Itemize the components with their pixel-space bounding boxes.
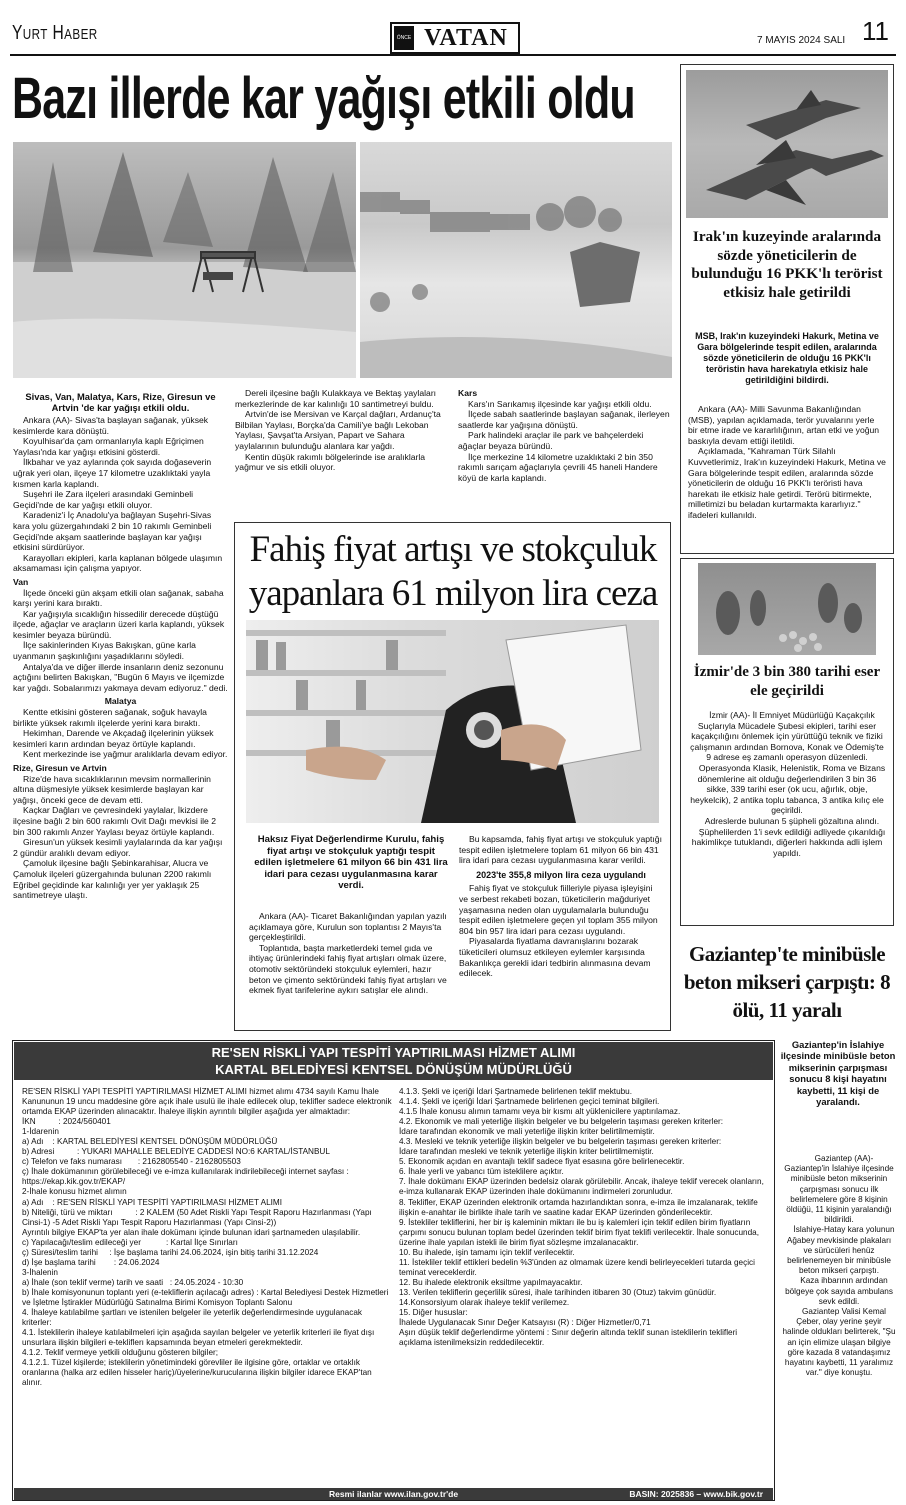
paragraph: Kentte etkisini gösteren sağanak, soğuk havayla birlikte yüksek rakımlı ilçelerde yerini kara bıraktı. — [13, 707, 207, 728]
ad-line: Ayrıntılı bilgiye EKAP'ta yer alan ihale dokümanı içinde bulunan idari şartnameden ulaşılabilir. — [22, 1227, 361, 1237]
price-story-column-2 — [459, 834, 663, 979]
ad-line: RE'SEN RİSKLİ YAPI TESPİTİ YAPTIRILMASI HİZMET ALIMI hizmet alımı 4734 sayılı Kamu İhale Kanununun 19 uncu maddesine göre açık ihale usulü ile ihale edilecek olup, teklifler sadece elektronik ortamda EKAP üzerinden alınacaktır. İhaleye ilişkin ayrıntılı bilgiler aşağıda yer almaktadır: — [22, 1087, 392, 1117]
paragraph: Hekimhan, Darende ve Akçadağ ilçelerinin yüksek kesimleri karın ardından beyaz örtüyle kaplandı. — [13, 728, 214, 749]
ad-line: b) İhale komisyonunun toplantı yeri (e-tekliflerin açılacağı adres) : Kartal Belediyesi Destek Hizmetleri ve İşletme İştirakler Müdürlüğü Satınalma Birimi Komisyon Toplantı Salonu — [22, 1287, 389, 1307]
iraq-story-lead: MSB, Irak'ın kuzeyindeki Hakurk, Metina ve Gara bölgelerinde tespit edilen, aralarında sözde yöneticilerin de olduğu 16 PKK'lı teröristin hava harekatıyla etkisiz hale getirildiğini bildirdi. — [695, 331, 879, 385]
ad-line: İdare tarafından ekonomik ve mali yeterliğe ilişkin kriter belirtilmemiştir. — [399, 1127, 655, 1137]
snow-photo-playground — [13, 142, 356, 378]
gaziantep-story-headline: Gaziantep'te minibüsle beton mikseri çarpıştı: 8 ölü, 11 yaralı — [683, 942, 891, 1022]
ad-line: 4.1.2.1. Tüzel kişilerde; isteklilerin yönetimindeki görevliler ile ilgisine göre, ortaklar ve ortaklık oranlarına (halka arz edilen hisseler hariç)/üyelerine/kurucularına ilişkin bilgiler idarece EKAP'tan alınır. — [22, 1358, 372, 1388]
ad-line: İdare tarafından mesleki ve teknik yeterliğe ilişkin kriter belirtilmemiştir. — [399, 1147, 654, 1157]
ad-line: 6. İhale yerli ve yabancı tüm isteklilere açıktır. — [399, 1167, 564, 1177]
paragraph: Kent merkezinde ise yağmur aralıklarla devam ediyor. — [23, 749, 228, 760]
snow-photo-village — [360, 142, 672, 378]
ad-line: b) Adresi : YUKARI MAHALLE BELEDİYE CADDESİ NO:6 KARTAL/İSTANBUL — [22, 1147, 330, 1157]
paragraph: Kaza ihbarının ardından bölgeye çok sayıda ambulans sevk edildi. — [785, 1276, 893, 1306]
izmir-story-headline: İzmir'de 3 bin 380 tarihi eser ele geçirildi — [693, 664, 881, 699]
tender-ad-header — [14, 1042, 773, 1080]
paragraph: Karayolları ekipleri, karla kaplanan bölgede ulaşımın aksamaması için çalışma yapıyor. — [13, 552, 223, 574]
paragraph: Ankara (AA)- Milli Savunma Bakanlığından (MSB), yapılan açıklamada, terör yuvalarını yerle bir etme irade ve kararlılığının, artan etki ve yoğun baskıyla devam ettiği iletildi. — [688, 404, 880, 446]
subheading-van: Van — [13, 576, 29, 587]
paragraph: Dereli ilçesine bağlı Kulakkaya ve Bektaş yaylaları merkezlerinde de kar kalınlığı 10 santimetreyi buldu. — [235, 388, 437, 409]
paragraph: Park halindeki araçlar ile park ve bahçelerdeki ağaçlar beyaza büründü. — [458, 430, 644, 451]
ad-line: 2-İhale konusu hizmet alımın — [22, 1187, 127, 1197]
subheading-rize: Rize, Giresun ve Artvin — [13, 763, 107, 773]
paragraph: Kars'ın Sarıkamış ilçesinde kar yağışı etkili oldu. — [468, 398, 652, 409]
price-story-subheading: 2023'te 355,8 milyon lira ceza uygulandı — [476, 869, 646, 880]
paragraph: Gaziantep Valisi Kemal Çeber, olay yerine şeyir halinde oldukları belirterek, "Şu an için elimize ulaşan bilgiye göre kazada 8 vatandaşımız hayatını kaybetti, 11 yaralımız var." diye konuştu. — [782, 1307, 896, 1378]
paragraph: İlkbahar ve yaz aylarında çok sayıda doğaseverin uğrak yeri olan, ilçeye 17 kilometre uzaklıktaki yayla kısmen karla kaplandı. — [13, 457, 212, 489]
page-number: 11 — [862, 16, 889, 46]
ad-line: 7. İhale dokümanı EKAP üzerinden bedelsiz olarak görülebilir. Ancak, ihaleye teklif verecek olanların, e-imza kullanarak EKAP üzerinden ihale dokümanını indirmeleri zorunludur. — [399, 1177, 764, 1197]
paragraph: Karadeniz'i İç Anadolu'ya bağlayan Suşehri-Sivas kara yolu güzergahındaki 2 bin 10 rakımlı Geminbeli Geçidi'nde akşam saatlerinde başlayan kar yağışı etkisini sürdürüyor. — [13, 510, 212, 553]
gaziantep-story-lead: Gaziantep'in İslahiye ilçesinde minibüsle beton mikserinin çarpışması sonucu 8 kişi hayatını kaybetti, 11 kişi de yaralandı. — [780, 1039, 896, 1108]
paragraph: Operasyonda Klasik, Helenistik, Roma ve Bizans dönemlerine ait olduğu değerlendirilen 3 bin 36 sikke, 339 tarihi eser (ok ucu, ağırlık, obje, heykelcik), 2 antika toplu tabanca, 3 antika kılıç ele geçirildi. — [690, 762, 886, 816]
ad-line: İKN : 2024/560401 — [22, 1117, 111, 1127]
main-headline: Bazı illerde kar yağışı etkili oldu — [12, 66, 635, 131]
tender-ad-column-1 — [22, 1087, 392, 1388]
ad-line: b) Niteliği, türü ve miktarı : 2 KALEM (50 Adet Riskli Yapı Tespit Raporu Hazırlanması (Yapı Cinsi-1) -5 Adet Riskli Yapı Tespit Raporu Hazırlanması (Yapı Cinsi-2)) — [22, 1207, 375, 1227]
price-story-column-1 — [249, 911, 451, 996]
iraq-story-body — [688, 404, 886, 521]
paragraph: Bu kapsamda, fahiş fiyat artışı ve stokçuluk yaptığı tespit edilen işletmelere toplam 61 milyon 66 bin 431 lira idari para cezası uygulanmasına karar verildi. — [459, 834, 662, 866]
paragraph: Fahiş fiyat ve stokçuluk fiilleriyle piyasa işleyişini ve serbest rekabeti bozan, tüketicilerin mağduriyet yaşamasına neden olan uygulamalarla bulunduğu tespit edilen işletmelere geçen yıl toplam 355 milyon 804 bin 957 lira idari para cezası uygulandı. — [459, 883, 658, 936]
ad-line: a) Adı : KARTAL BELEDİYESİ KENTSEL DÖNÜŞÜM MÜDÜRLÜĞÜ — [22, 1137, 278, 1147]
paragraph: Çamoluk ilçesine bağlı Şebinkarahisar, Alucra ve Çamoluk ilçeleri güzergahında bulunan 2200 rakımlı Eğribel geçidinde kar kalınlığı yer yer yaklaşık 25 santimetreye ulaştı. — [13, 858, 212, 901]
paragraph: Rize'de hava sıcaklıklarının mevsim normallerinin altına düşmesiyle yüksek kesimlerde başlayan kar yağışı, önceki gece de devam etti. — [13, 773, 211, 805]
ad-line: 4.1.3. Şekli ve içeriği İdari Şartnamede belirlenen teklif mektubu. — [399, 1087, 633, 1096]
paragraph: Adreslerde bulunan 5 şüpheli gözaltına alındı. — [704, 815, 880, 826]
inspection-photo — [246, 620, 659, 823]
paragraph: Kar yağışıyla sıcaklığın hissedilir derecede düştüğü ilçede, ağaçlar ve araçların üzeri karla kaplandı, yüksek kesimler beyaza büründü. — [13, 608, 225, 640]
ad-line: 13. Verilen tekliflerin geçerlilik süresi, ihale tarihinden itibaren 30 (Otuz) takvim günüdür. — [399, 1287, 717, 1297]
paragraph: Artvin'de ise Mersivan ve Karçal dağları, Ardanuç'ta Bilbilan Yaylası, Borçka'da Camili'ye bağlı Lekoban Yaylası, Şavşat'ta Arsiyan, Papart ve Sahara yaylalarının bulunduğu alanlara kar yağdı. — [235, 409, 441, 451]
paragraph: İlçede önceki gün akşam etkili olan sağanak, sabaha karşı yerini kara bıraktı. — [13, 587, 224, 609]
paragraph: Toplantıda, başta marketlerdeki temel gıda ve ihtiyaç ürünlerindeki fahiş fiyat artışları olmak üzere, otomotiv sektöründeki stokçuluk eylemleri, hazır beton ve çimento sektöründeki fahiş fiyat artışları ve ekmek fiyat tarifelerine aykırı satışlar ele alındı. — [249, 942, 447, 996]
paragraph: Piyasalarda fiyatlama davranışlarını bozarak tüketicileri olumsuz etkileyen eylemler karşısında Bakanlıkça gerekli idari tedbirin alınmasına devam edilecek. — [459, 936, 651, 979]
artifacts-photo — [698, 563, 876, 655]
ad-line: ç) İhale dokümanının görülebileceği ve e-imza kullanılarak indirilebileceği internet sayfası : https://ekap.kik.gov.tr/EKAP/ — [22, 1167, 349, 1187]
ad-line: c) Yapılacağı/teslim edileceği yer : Kartal İlçe Sınırları — [22, 1237, 238, 1247]
paragraph: Ankara (AA)- Ticaret Bakanlığından yapılan yazılı açıklamaya göre, Kurulun son toplantısı 2 Mayıs'ta gerçekleştirildi. — [249, 911, 447, 943]
izmir-story-body — [688, 710, 886, 858]
paragraph: Şüphelilerden 1'i sevk edildiği adliyede çıkarıldığı hakimlikçe tutuklandı, diğerleri hakkında adli işlem yapıldı. — [691, 826, 886, 858]
ad-line: c) Telefon ve faks numarası : 2162805540 - 2162805503 — [22, 1157, 241, 1167]
subheading-kars: Kars — [458, 388, 478, 398]
paragraph: Kaçkar Dağları ve çevresindeki yaylalar, İkizdere ilçesine bağlı 2 bin 600 rakımlı Ovit Dağı mevkisi ile 2 bin 300 rakımlı Anzer Yaylası beyaz örtüyle kaplandı. — [13, 805, 216, 837]
ad-footer-right[interactable]: BASIN: 2025836 – www.bik.gov.tr — [629, 1489, 763, 1499]
ad-line: İhalede Uygulanacak Sınır Değer Katsayısı (R) : Diğer Hizmetler/0,71 — [399, 1318, 651, 1328]
paragraph: İlçe merkezine 14 kilometre uzaklıktaki 2 bin 350 rakımlı sarıçam ağaçlarıyla çevrili 45 haneli Handere köyü de karla kaplandı. — [458, 451, 658, 483]
section-title-text: YURT HABER — [12, 22, 98, 44]
ad-line: 5. Ekonomik açıdan en avantajlı teklif sadece fiyat esasına göre belirlenecektir. — [399, 1157, 685, 1167]
ad-line: 4. İhaleye katılabilme şartları ve istenilen belgeler ile yeterlik değerlendirmesinde uygulanacak kriterler: — [22, 1308, 362, 1328]
ad-line: 4.2. Ekonomik ve mali yeterliğe ilişkin belgeler ve bu belgelerin taşıması gereken kriterler: — [399, 1117, 724, 1127]
ad-line: a) İhale (son teklif verme) tarih ve saati : 24.05.2024 - 10:30 — [22, 1277, 244, 1287]
ad-line: 11. İstekliler teklif ettikleri bedelin %3'ünden az olmamak üzere kendi belirleyecekleri tutarda geçici teminat vereceklerdir. — [399, 1257, 755, 1277]
ad-line: 4.1. İsteklilerin ihaleye katılabilmeleri için aşağıda sayılan belgeler ve yeterlik kriterleri ile fiyat dışı unsurlara ilişkin bilgileri e-tekliflerı kapsamında beyan etmeleri gerekmektedir. — [22, 1328, 375, 1348]
paragraph: İlçede sabah saatlerinde başlayan sağanak, ilerleyen saatlerde kar yağışına dönüştü. — [458, 409, 670, 430]
main-story-column-1 — [13, 415, 228, 901]
tender-ad-title-2: KARTAL BELEDİYESİ KENTSEL DÖNÜŞÜM MÜDÜRLÜĞÜ — [215, 1062, 572, 1077]
tender-ad-footer — [14, 1488, 773, 1500]
ad-line: 4.3. Mesleki ve teknik yeterliğe ilişkin belgeler ve bu belgelerin taşıması gereken kriterler: — [399, 1137, 722, 1147]
ad-footer-left[interactable]: Resmi ilanlar www.ilan.gov.tr'de — [329, 1489, 459, 1499]
ad-line: a) Adı : RE'SEN RİSKLİ YAPI TESPİTİ YAPTIRILMASI HİZMET ALIMI — [22, 1197, 283, 1207]
ad-line: 4.1.4. Şekli ve içeriği İdari Şartnamede belirlenen geçici teminat bilgileri. — [399, 1097, 660, 1107]
main-story-column-3 — [458, 388, 672, 483]
ad-line: 8. Teklifler, EKAP üzerinden elektronik ortamda hazırlandıktan sonra, e-imza ile imzalanarak, teklife ilişkin e-anahtar ile birlikte ihale tarih ve saatine kadar EKAP üzerinden gönderilecektir. — [399, 1197, 758, 1217]
paragraph: Gaziantep (AA)- Gaziantep'in İslahiye ilçesinde minibüsle beton mikserinin çarpışması sonucu ilk belirlemelere göre 8 kişinin öldüğü, 11 kişinin yaralandığı bildirildi. — [784, 1154, 894, 1225]
issue-date: 7 MAYIS 2024 SALI — [757, 35, 846, 46]
paragraph: İlçe sakinlerinden Kıyas Bakışkan, güne karla uyanmanın şaşkınlığını yaşadıklarını söyledi. — [13, 640, 196, 662]
ad-line: 14.Konsorsiyum olarak ihaleye teklif verilemez. — [399, 1297, 570, 1307]
main-story-column-2 — [235, 388, 450, 473]
tender-ad-column-2 — [399, 1087, 769, 1348]
paragraph: İzmir (AA)- İl Emniyet Müdürlüğü Kaçakçılık Suçlarıyla Mücadele Şubesi ekipleri, tarihi eser kaçakçılığını önlemek için yürüttüğü teknik ve fiziki çalışmanın ardından Bornova, Konak ve Ödemiş'te 9 adrese eş zamanlı operasyon düzenledi. — [690, 710, 884, 763]
ad-line: Aşırı düşük teklif değerlendirme yöntemi : Sınır değerin altında teklif sunan isteklilerin teklifleri açıklama istenilmeksizin reddedilecektir. — [399, 1328, 738, 1348]
paragraph: Kentin düşük rakımlı bölgelerinde ise aralıklarla yağmur ve sis etkili oluyor. — [235, 451, 426, 473]
ad-line: d) İşe başlama tarihi : 24.06.2024 — [22, 1257, 160, 1267]
header-rule — [10, 54, 896, 56]
ad-line: 10. Bu ihalede, işin tamamı için teklif verilecektir. — [399, 1247, 575, 1257]
paragraph: Ankara (AA)- Sivas'ta başlayan sağanak, yüksek kesimlerde kara dönüştü. — [13, 415, 209, 436]
ad-line: 1-İdarenin — [22, 1127, 59, 1137]
ad-line: 15. Diğer hususlar: — [399, 1308, 468, 1318]
ad-line: 3-İhalenin — [22, 1267, 58, 1277]
paragraph: Antalya'da ve diğer illerde insanların deniz sezonunu açtığını belirten Bakışkan, "Bugün 6 Mayıs ve ilçemizde kar yağdı. Sobalarımızı yakmaya devam ediyoruz." dedi. — [13, 661, 228, 693]
iraq-story-headline: Irak'ın kuzeyinde aralarında sözde yöneticilerin de bulunduğu 16 PKK'lı terörist etkisiz hale getirildi — [691, 228, 883, 301]
price-story-headline: Fahiş fiyat artışı ve stokçuluk yapanlara 61 milyon lira ceza — [248, 529, 658, 614]
section-title — [12, 22, 122, 45]
subheading-malatya: Malatya — [104, 696, 137, 707]
gaziantep-story-body — [782, 1154, 896, 1378]
paragraph: Koyulhisar'da çam ormanlarıyla kaplı Eğriçimen Yaylası'nda kar yağışı etkisini gösterdi. — [13, 436, 204, 457]
main-story-lead: Sivas, Van, Malatya, Kars, Rize, Giresun ve Artvin 'de kar yağışı etkili oldu. — [25, 391, 216, 413]
ad-line: 9. İstekliler tekliflerini, her bir iş kaleminin miktarı ile bu iş kalemleri için teklif edilen birim fiyatların çarpımı sonucu bulunan toplam bedel üzerinden teklif birim fiyat teklifi verilecektir. İhale sonucunda, üzerine ihale yapılan istekli ile birim fiyat sözleşme imzalanacaktır. — [399, 1217, 759, 1247]
paragraph: Giresun'un yüksek kesimli yaylalarında da kar yağışı 2 gündür aralıklı devam ediyor. — [13, 837, 223, 858]
logo-emblem-icon: ÖNCE — [394, 26, 414, 50]
tender-ad-title-1: RE'SEN RİSKLİ YAPI TESPİTİ YAPTIRILMASI HİZMET ALIMI — [211, 1045, 576, 1060]
fighter-jets-photo — [686, 70, 888, 218]
paragraph: İslahiye-Hatay kara yolunun Ağabey mevkisinde plakaları ve sürücüleri henüz belirlenemeyen bir minibüsle beton mikseri çarpıştı. — [786, 1225, 895, 1276]
ad-line: 12. Bu ihalede elektronik eksiltme yapılmayacaktır. — [399, 1277, 583, 1287]
paragraph: Suşehri ile Zara ilçeleri arasındaki Geminbeli Geçidi'nde de kar yağışı etkili oluyor. — [13, 489, 194, 510]
paragraph: Açıklamada, "Kahraman Türk Silahlı Kuvvetlerimiz, Irak'ın kuzeyindeki Hakurk, Metina ve Gara bölgelerinde tespit edilen, aralarında sözde yöneticilerin de olduğu 16 PKK'lı teröristi hava harekatı ile etkisiz hale getirdi. Terörü bitirmekte, milletimizi bu beladan kurtarmakta kararlıyız." ifadeleri kullanıldı. — [688, 446, 886, 520]
logo-text: VATAN — [424, 24, 508, 51]
ad-line: ç) Süresi/teslim tarihi : İşe başlama tarihi 24.06.2024, işin bitiş tarihi 31.12.2024 — [22, 1247, 319, 1257]
ad-line: 4.1.5 İhale konusu alımın tamamı veya bir kısmı alt yüklenicilere yaptırılamaz. — [399, 1107, 681, 1117]
price-story-lead: Haksız Fiyat Değerlendirme Kurulu, fahiş fiyat artışı ve stokçuluk yaptığı tespit edilen işletmelere 61 milyon 66 bin 431 lira idari para cezası uygulanmasına karar verdi. — [254, 834, 448, 892]
ad-line: 4.1.2. Teklif vermeye yetkili olduğunu gösteren bilgiler; — [22, 1348, 218, 1358]
newspaper-logo — [390, 22, 520, 54]
